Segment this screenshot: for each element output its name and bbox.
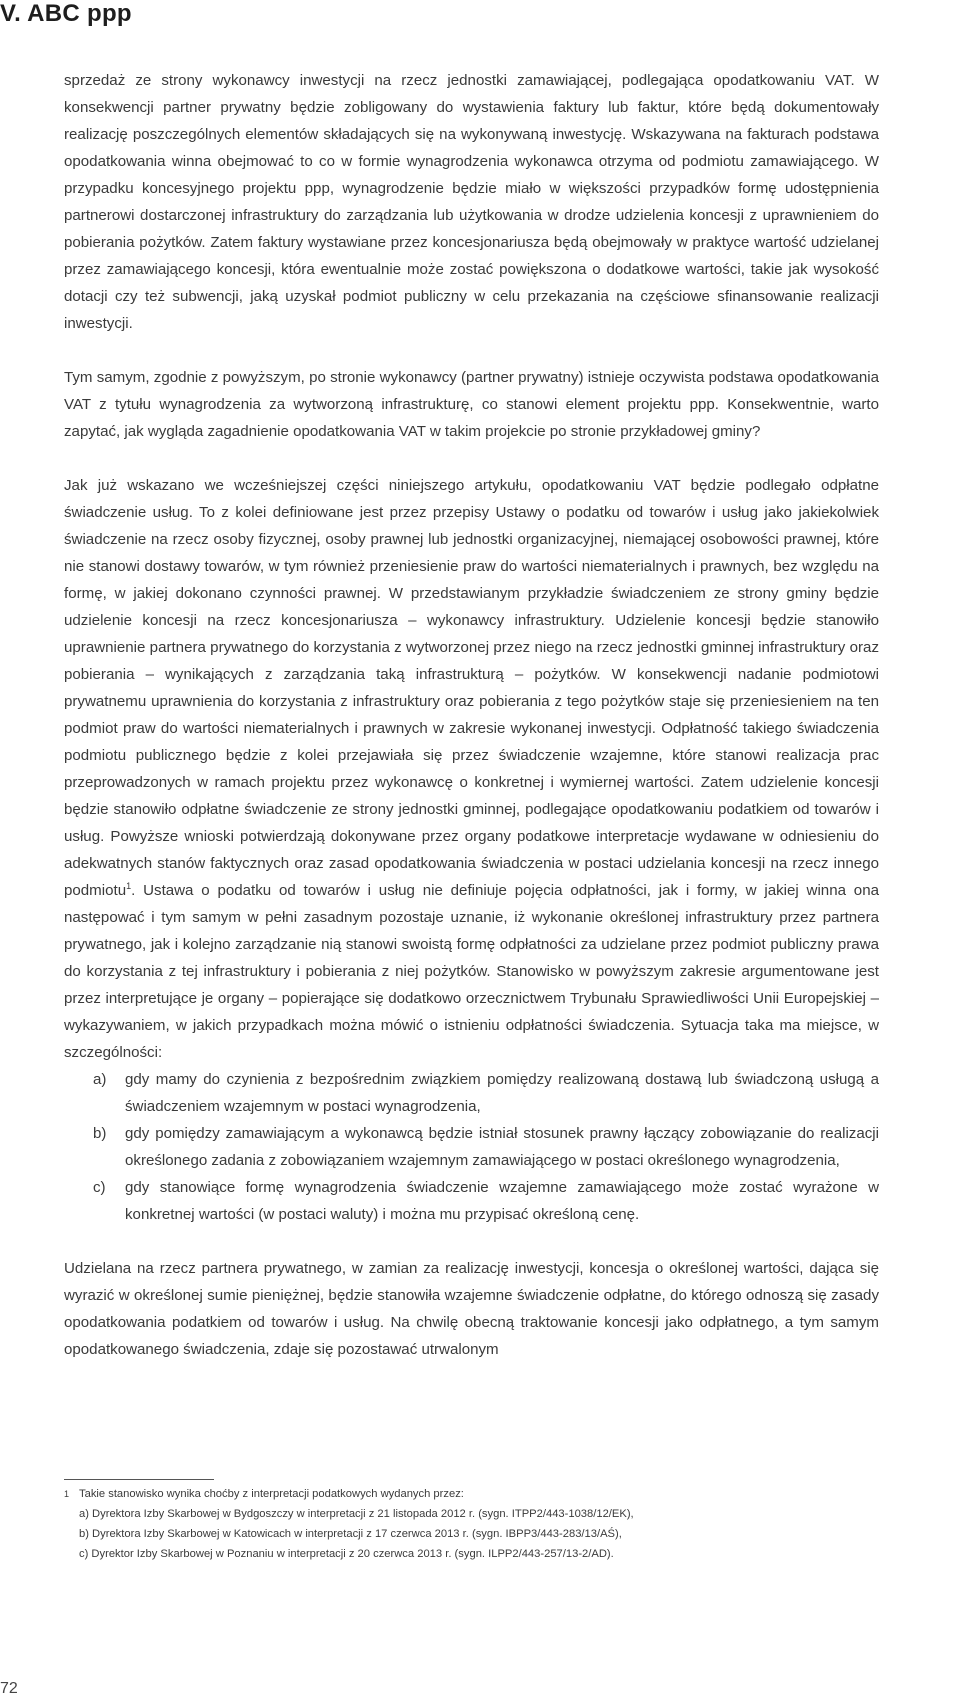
paragraph-1: sprzedaż ze strony wykonawcy inwestycji na rzecz jednostki zamawiającej, podlegająca opodatkowaniu VAT. W konsekwencji partner prywatny będzie zobligowany do wystawienia faktury lub faktur, które będą dokumentowały realizację poszczególnych elementów składających się na wykonywaną inwestycję. Wskazywana na fakturach podstawa opodatkowania winna obejmować to co w formie wynagrodzenia wykonawca otrzyma od podmiotu zamawiającego. W przypadku koncesyjnego projektu ppp, wynagrodzenie będzie miało w większości przypadków formę udostępnienia partnerowi dostarczonej infrastruktury do zarządzania lub użytkowania w drodze udzielenia koncesji z uprawnieniem do pobierania pożytków. Zatem faktury wystawiane przez koncesjonariusza będą obejmowały w praktyce wartość udzielanej przez zamawiającego koncesji, która ewentualnie może zostać powiększona o dodatkowe wartości, takie jak wysokość dotacji czy też subwencji, jaką uzyskał podmiot publiczny w celu przekazania na częściowe sfinansowanie realizacji inwestycji. xyxy=(64,72,879,332)
footnote-number: 1 xyxy=(64,1489,70,1499)
footnote xyxy=(64,1484,879,1564)
paragraph-3-part-b: . Ustawa o podatku od towarów i usług nie definiuje pojęcia odpłatności, jak i formy, w jakiej winna ona następować i tym samym w pełni zasadnym pozostaje uznanie, iż wykonanie określonej infrastruktury przez partnera prywatnego, jak i kolejno zarządzanie nią stanowi swoistą formę odpłatności za udzielane przez podmiot publiczny prawa do korzystania z tej infrastruktury i pobierania z niej pożytków. Stanowisko w powyższym zakresie argumentowane jest przez interpretujące je organy – popierające się dodatkowo orzecznictwem Trybunału Sprawiedliwości Unii Europejskiej – wykazywaniem, w jakich przypadkach można mówić o istnieniu odpłatności świadczenia. Sytuacja taka ma miejsce, w szczególności: xyxy=(64,882,879,1061)
footnote-divider xyxy=(64,1479,214,1480)
page-content xyxy=(64,67,879,1363)
running-header: V. ABC ppp xyxy=(0,0,132,27)
list-item-text: gdy pomiędzy zamawiającym a wykonawcą będzie istniał stosunek prawny łączący zobowiązanie do realizacji określonego zadania z zobowiązaniem wzajemnym zamawiającego w postaci określonego wynagrodzenia, xyxy=(125,1125,879,1169)
paragraph-4: Udzielana na rzecz partnera prywatnego, w zamian za realizację inwestycji, koncesja o określonej wartości, dająca się wyrazić w określonej sumie pieniężnej, będzie stanowiła wzajemne świadczenie odpłatne, do którego odnoszą się zasady opodatkowania podatkiem od towarów i usług. Na chwilę obecną traktowanie koncesji jako odpłatnego, a tym samym opodatkowanego świadczenia, zdaje się pozostawać utrwalonym xyxy=(64,1260,879,1358)
page-number: 72 xyxy=(0,1680,18,1697)
list-marker: b) xyxy=(93,1125,107,1142)
conditions-list xyxy=(64,1066,879,1228)
list-item xyxy=(64,1120,879,1174)
paragraph-3 xyxy=(64,472,879,1066)
footnote-line: a) Dyrektora Izby Skarbowej w Bydgoszczy w interpretacji z 21 listopada 2012 r. (sygn. ITPP2/443-1038/12/EK), xyxy=(79,1508,634,1520)
paragraph-2: Tym samym, zgodnie z powyższym, po stronie wykonawcy (partner prywatny) istnieje oczywista podstawa opodatkowania VAT z tytułu wynagrodzenia za wytworzoną infrastrukturę, co stanowi element projektu ppp. Konsekwentnie, warto zapytać, jak wygląda zagadnienie opodatkowania VAT w takim projekcie po stronie przykładowej gminy? xyxy=(64,369,879,440)
footnote-line: b) Dyrektora Izby Skarbowej w Katowicach w interpretacji z 17 czerwca 2013 r. (sygn. IBPP3/443-283/13/AŚ), xyxy=(79,1528,622,1540)
footnote-body xyxy=(64,1484,879,1564)
list-marker: c) xyxy=(93,1179,106,1196)
footnote-reference[interactable]: 1 xyxy=(126,880,132,891)
paragraph-3-part-a: Jak już wskazano we wcześniejszej części niniejszego artykułu, opodatkowaniu VAT będzie podlegało odpłatne świadczenie usług. To z kolei definiowane jest przez przepisy Ustawy o podatku od towarów i usług jako jakiekolwiek świadczenie na rzecz osoby fizycznej, osoby prawnej lub jednostki organizacyjnej, niemającej osobowości prawnej, które nie stanowi dostawy towarów, w tym również przeniesienie praw do wartości niematerialnych i prawnych, bez względu na formę, w jakiej dokonano czynności prawnej. W przedstawianym przykładzie świadczeniem ze strony gminy będzie udzielenie koncesji na rzecz koncesjonariusza – wykonawcy infrastruktury. Udzielenie koncesji będzie stanowiło uprawnienie partnera prywatnego do korzystania z wytworzonej przez niego na rzecz jednostki gminnej infrastruktury oraz pobierania – wynikających z zarządzania taką infrastrukturą – pożytków. W konsekwencji nadanie podmiotowi prywatnemu uprawnienia do korzystania z infrastruktury oraz pobierania z tego pożytków staje się przeniesieniem na ten podmiot praw do wartości niematerialnych i prawnych w zakresie wykonanej inwestycji. Odpłatność takiego świadczenia podmiotu publicznego będzie z kolei przejawiała się przez świadczenie wzajemne, które stanowi realizacja prac przeprowadzonych w ramach projektu przez wykonawcę o konkretnej i wymiernej wartości. Zatem udzielenie koncesji będzie stanowiło odpłatne świadczenie ze strony jednostki gminnej, podlegające opodatkowaniu podatkiem od towarów i usług. Powyższe wnioski potwierdzają dokonywane przez organy podatkowe interpretacje wydawane w odniesieniu do adekwatnych stanów faktycznych oraz zasad opodatkowania świadczenia w postaci udzielania koncesji na rzecz innego podmiotu xyxy=(64,477,879,899)
footnote-line: c) Dyrektor Izby Skarbowej w Poznaniu w interpretacji z 20 czerwca 2013 r. (sygn. ILPP2/443-257/13-2/AD). xyxy=(79,1548,614,1560)
list-marker: a) xyxy=(93,1071,107,1088)
list-item-text: gdy mamy do czynienia z bezpośrednim związkiem pomiędzy realizowaną dostawą lub świadczoną usługą a świadczeniem wzajemnym w postaci wynagrodzenia, xyxy=(125,1071,879,1115)
list-item xyxy=(64,1174,879,1228)
list-item xyxy=(64,1066,879,1120)
list-item-text: gdy stanowiące formę wynagrodzenia świadczenie wzajemne zamawiającego może zostać wyrażone w konkretnej wartości (w postaci waluty) i można mu przypisać określoną cenę. xyxy=(125,1179,879,1223)
footnote-line: Takie stanowisko wynika choćby z interpretacji podatkowych wydanych przez: xyxy=(79,1488,464,1500)
